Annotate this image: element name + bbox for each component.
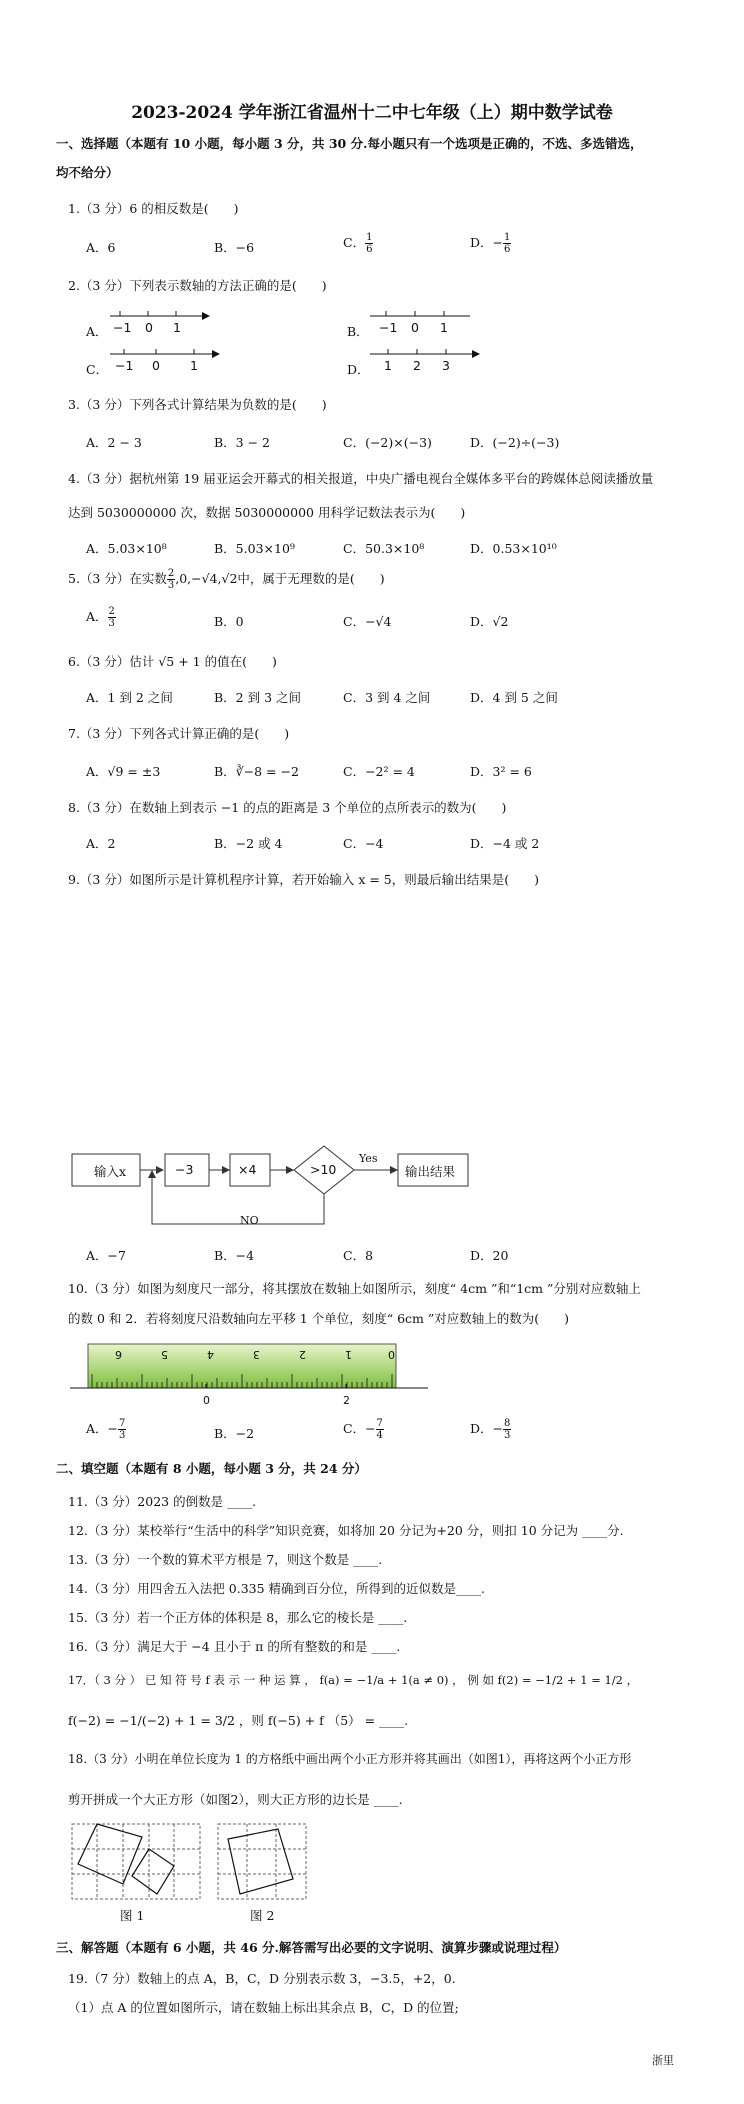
q10-stem-line1: 10.（3 分）如图为刻度尺一部分，将其摆放在数轴上如图所示，刻度“ 4cm ”和“1cm ”分别对应数轴上 bbox=[68, 1281, 641, 1296]
q11-stem: 11.（3 分）2023 的倒数是 ____. bbox=[68, 1494, 257, 1509]
q17-stem-line2: f(−2) = −1/(−2) + 1 = 3/2 ，则 f(−5) + f （5） = ____. bbox=[68, 1713, 409, 1728]
q2-option-b: B． bbox=[347, 324, 369, 339]
q2-c-tick-label: −1 bbox=[115, 358, 134, 373]
q5-option-d: D．√2 bbox=[470, 614, 509, 629]
q4-stem-line2: 达到 5030000000 次，数据 5030000000 用科学记数法表示为( ) bbox=[68, 505, 466, 520]
fraction-numerator: 7 bbox=[376, 1418, 383, 1429]
q9-option-b: B．−4 bbox=[214, 1248, 255, 1263]
q6-option-b: B．2 到 3 之间 bbox=[214, 690, 302, 705]
q5-option-a-label: A． bbox=[86, 609, 108, 624]
q1-option-c-label: C． bbox=[343, 235, 366, 250]
q1-option-d-label: D．− bbox=[470, 235, 503, 250]
flow-output-label: 输出结果 bbox=[405, 1164, 456, 1179]
q7-option-b: B．∛−8 = −2 bbox=[214, 764, 299, 779]
q12-stem: 12.（3 分）某校举行“生活中的科学”知识竞赛，如将加 20 分记为+20 分，则扣 10 分记为 ____分. bbox=[68, 1523, 624, 1538]
flow-yes-label: Yes bbox=[359, 1152, 378, 1165]
q10-option-d-fraction bbox=[503, 1418, 511, 1441]
section2-heading: 二、填空题（本题有 8 小题，每小题 3 分，共 24 分） bbox=[56, 1461, 367, 1476]
q10-option-a-label: A．− bbox=[86, 1421, 119, 1436]
page-title: 2023-2024 学年浙江省温州十二中七年级（上）期中数学试卷 bbox=[131, 103, 613, 123]
flow-step1-label: −3 bbox=[175, 1162, 194, 1177]
q7-option-c: C．−2² = 4 bbox=[343, 764, 415, 779]
fraction-numerator: 1 bbox=[366, 232, 373, 243]
q2-a-tick-label: −1 bbox=[113, 320, 132, 335]
q1-option-c bbox=[343, 232, 373, 255]
fraction-denominator: 3 bbox=[119, 1430, 126, 1441]
q3-option-c: C．(−2)×(−3) bbox=[343, 435, 432, 450]
ruler-label: 0 bbox=[388, 1348, 395, 1361]
q2-d-tick-label: 1 bbox=[384, 358, 392, 373]
q14-stem: 14.（3 分）用四舍五入法把 0.335 精确到百分位，所得到的近似数是____. bbox=[68, 1581, 486, 1596]
q1-option-a: A．6 bbox=[86, 240, 116, 255]
q1-stem: 1.（3 分）6 的相反数是( ) bbox=[68, 201, 239, 216]
q7-option-a: A．√9 = ±3 bbox=[86, 764, 161, 779]
q4-option-c: C．50.3×10⁸ bbox=[343, 541, 425, 556]
q2-a-tick-label: 1 bbox=[173, 320, 181, 335]
flow-step2-label: ×4 bbox=[238, 1162, 257, 1177]
q2-b-tick-label: 0 bbox=[411, 320, 419, 335]
q1-option-d bbox=[470, 232, 511, 255]
q10-option-a-fraction bbox=[118, 1418, 126, 1441]
q3-option-a: A．2 − 3 bbox=[86, 435, 142, 450]
fraction-denominator: 6 bbox=[366, 244, 373, 255]
q1-option-d-fraction bbox=[503, 232, 511, 255]
q4-option-d: D．0.53×10¹⁰ bbox=[470, 541, 557, 556]
q18-stem-line1: 18.（3 分）小明在单位长度为 1 的方格纸中画出两个小正方形并将其画出（如图1），再将这两个小正方形 bbox=[68, 1752, 632, 1766]
q10-option-b: B．−2 bbox=[214, 1426, 255, 1441]
section3-heading: 三、解答题（本题有 6 小题，共 46 分.解答需写出必要的文字说明、演算步骤或说理过程） bbox=[56, 1940, 567, 1955]
q5-option-b: B．0 bbox=[214, 614, 244, 629]
q15-stem: 15.（3 分）若一个正方体的体积是 8，那么它的棱长是 ____. bbox=[68, 1610, 408, 1625]
ruler-label: 1 bbox=[345, 1348, 352, 1361]
fraction-denominator: 6 bbox=[504, 244, 511, 255]
q9-stem: 9.（3 分）如图所示是计算机程序计算，若开始输入 x = 5，则最后输出结果是( ) bbox=[68, 872, 540, 887]
flow-condition-label: >10 bbox=[310, 1162, 337, 1177]
q7-option-d: D．3² = 6 bbox=[470, 764, 532, 779]
fraction-denominator: 4 bbox=[376, 1430, 383, 1441]
q7-stem: 7.（3 分）下列各式计算正确的是( ) bbox=[68, 726, 290, 741]
q2-option-a: A． bbox=[86, 324, 108, 339]
ruler-label: 6 bbox=[115, 1348, 122, 1361]
q19-stem-line1: 19.（7 分）数轴上的点 A，B，C，D 分别表示数 3，−3.5，+2，0. bbox=[68, 1971, 456, 1986]
fraction-numerator: 8 bbox=[504, 1418, 511, 1429]
fraction-numerator: 7 bbox=[119, 1418, 126, 1429]
q2-option-d: D． bbox=[347, 362, 370, 377]
q10-ruler bbox=[70, 1342, 430, 1402]
q10-option-d-label: D．− bbox=[470, 1421, 503, 1436]
page-footer: 浙里 bbox=[652, 2054, 674, 2067]
q18-figure-1-caption: 图 1 bbox=[120, 1908, 145, 1923]
section1-heading-cont: 均不给分） bbox=[56, 165, 119, 180]
q18-figure-1 bbox=[72, 1824, 202, 1904]
q1-option-b: B．−6 bbox=[214, 240, 255, 255]
q10-option-a bbox=[86, 1418, 126, 1441]
q8-option-c: C．−4 bbox=[343, 836, 384, 851]
q5-stem bbox=[68, 568, 385, 591]
q5-option-a-fraction bbox=[108, 606, 116, 629]
q2-c-tick-label: 0 bbox=[152, 358, 160, 373]
fraction-denominator: 3 bbox=[504, 1430, 511, 1441]
q5-option-c: C．−√4 bbox=[343, 614, 392, 629]
q8-option-a: A．2 bbox=[86, 836, 116, 851]
q2-b-tick-label: −1 bbox=[379, 320, 398, 335]
q8-option-b: B．−2 或 4 bbox=[214, 836, 283, 851]
q4-stem-line1: 4.（3 分）据杭州第 19 届亚运会开幕式的相关报道，中央广播电视台全媒体多平台的跨媒体总阅读播放量 bbox=[68, 471, 654, 486]
fraction-denominator: 3 bbox=[167, 580, 175, 591]
q6-option-d: D．4 到 5 之间 bbox=[470, 690, 558, 705]
q9-option-d: D．20 bbox=[470, 1248, 509, 1263]
q8-stem: 8.（3 分）在数轴上到表示 −1 的点的距离是 3 个单位的点所表示的数为( ) bbox=[68, 800, 507, 815]
q2-b-tick-label: 1 bbox=[440, 320, 448, 335]
q3-option-d: D．(−2)÷(−3) bbox=[470, 435, 560, 450]
q5-stem-fraction bbox=[167, 568, 175, 591]
ruler-label: 5 bbox=[161, 1348, 168, 1361]
q13-stem: 13.（3 分）一个数的算术平方根是 7，则这个数是 ____. bbox=[68, 1552, 383, 1567]
q5-option-a bbox=[86, 606, 116, 629]
fraction-numerator: 2 bbox=[108, 606, 115, 617]
q2-c-tick-label: 1 bbox=[190, 358, 198, 373]
q2-d-tick-label: 2 bbox=[413, 358, 421, 373]
q9-option-c: C．8 bbox=[343, 1248, 374, 1263]
q10-option-c-fraction bbox=[376, 1418, 384, 1441]
q9-option-a: A．−7 bbox=[86, 1248, 126, 1263]
q2-d-tick-label: 3 bbox=[442, 358, 450, 373]
q16-stem: 16.（3 分）满足大于 −4 且小于 π 的所有整数的和是 ____. bbox=[68, 1639, 401, 1654]
q8-option-d: D．−4 或 2 bbox=[470, 836, 540, 851]
q6-option-c: C．3 到 4 之间 bbox=[343, 690, 431, 705]
fraction-denominator: 3 bbox=[108, 618, 115, 629]
q1-option-c-fraction bbox=[365, 232, 373, 255]
fraction-numerator: 2 bbox=[167, 568, 175, 579]
axis-label: 0 bbox=[203, 1394, 210, 1407]
q4-option-a: A．5.03×10⁸ bbox=[86, 541, 167, 556]
q5-stem-mid: ,0,−√4,√2 bbox=[175, 571, 238, 586]
q18-figure-2-caption: 图 2 bbox=[250, 1908, 275, 1923]
fraction-numerator: 1 bbox=[504, 232, 511, 243]
q18-figure-2 bbox=[218, 1824, 308, 1904]
flow-input-label: 输入x bbox=[94, 1164, 127, 1179]
q5-stem-pre: 5.（3 分）在实数 bbox=[68, 571, 167, 586]
q18-stem-line2: 剪开拼成一个大正方形（如图2），则大正方形的边长是 ____. bbox=[68, 1792, 403, 1807]
q10-option-c-label: C．− bbox=[343, 1421, 376, 1436]
flow-no-label: NO bbox=[240, 1214, 259, 1227]
q5-stem-post: 中，属于无理数的是( ) bbox=[237, 571, 385, 586]
q2-stem: 2.（3 分）下列表示数轴的方法正确的是( ) bbox=[68, 278, 327, 293]
q6-option-a: A．1 到 2 之间 bbox=[86, 690, 173, 705]
q4-option-b: B．5.03×10⁹ bbox=[214, 541, 295, 556]
q17-stem-line1: 17．（ 3 分 ） 已 知 符 号 f 表 示 一 种 运 算 ， f(a) = −1/a + 1(a ≠ 0) ， 例 如 f(2) = −1/2 + 1 = 1/2 ， bbox=[68, 1673, 639, 1687]
q2-option-c: C． bbox=[86, 362, 109, 377]
q3-option-b: B．3 − 2 bbox=[214, 435, 271, 450]
q10-stem-line2: 的数 0 和 2．若将刻度尺沿数轴向左平移 1 个单位，刻度“ 6cm ”对应数轴上的数为( ) bbox=[68, 1311, 570, 1326]
q6-stem: 6.（3 分）估计 √5 + 1 的值在( ) bbox=[68, 654, 277, 669]
ruler-label: 3 bbox=[253, 1348, 260, 1361]
q10-option-c bbox=[343, 1418, 384, 1441]
q19-stem-line2: （1）点 A 的位置如图所示，请在数轴上标出其余点 B，C，D 的位置; bbox=[68, 2000, 459, 2015]
ruler-label: 4 bbox=[207, 1348, 214, 1361]
ruler-label: 2 bbox=[299, 1348, 306, 1361]
q10-option-d bbox=[470, 1418, 511, 1441]
q2-a-tick-label: 0 bbox=[145, 320, 153, 335]
q3-stem: 3.（3 分）下列各式计算结果为负数的是( ) bbox=[68, 397, 327, 412]
axis-label: 2 bbox=[343, 1394, 350, 1407]
q9-flowchart bbox=[70, 1144, 480, 1236]
section1-heading: 一、选择题（本题有 10 小题，每小题 3 分，共 30 分.每小题只有一个选项是正确的，不选、多选错选， bbox=[56, 136, 643, 151]
